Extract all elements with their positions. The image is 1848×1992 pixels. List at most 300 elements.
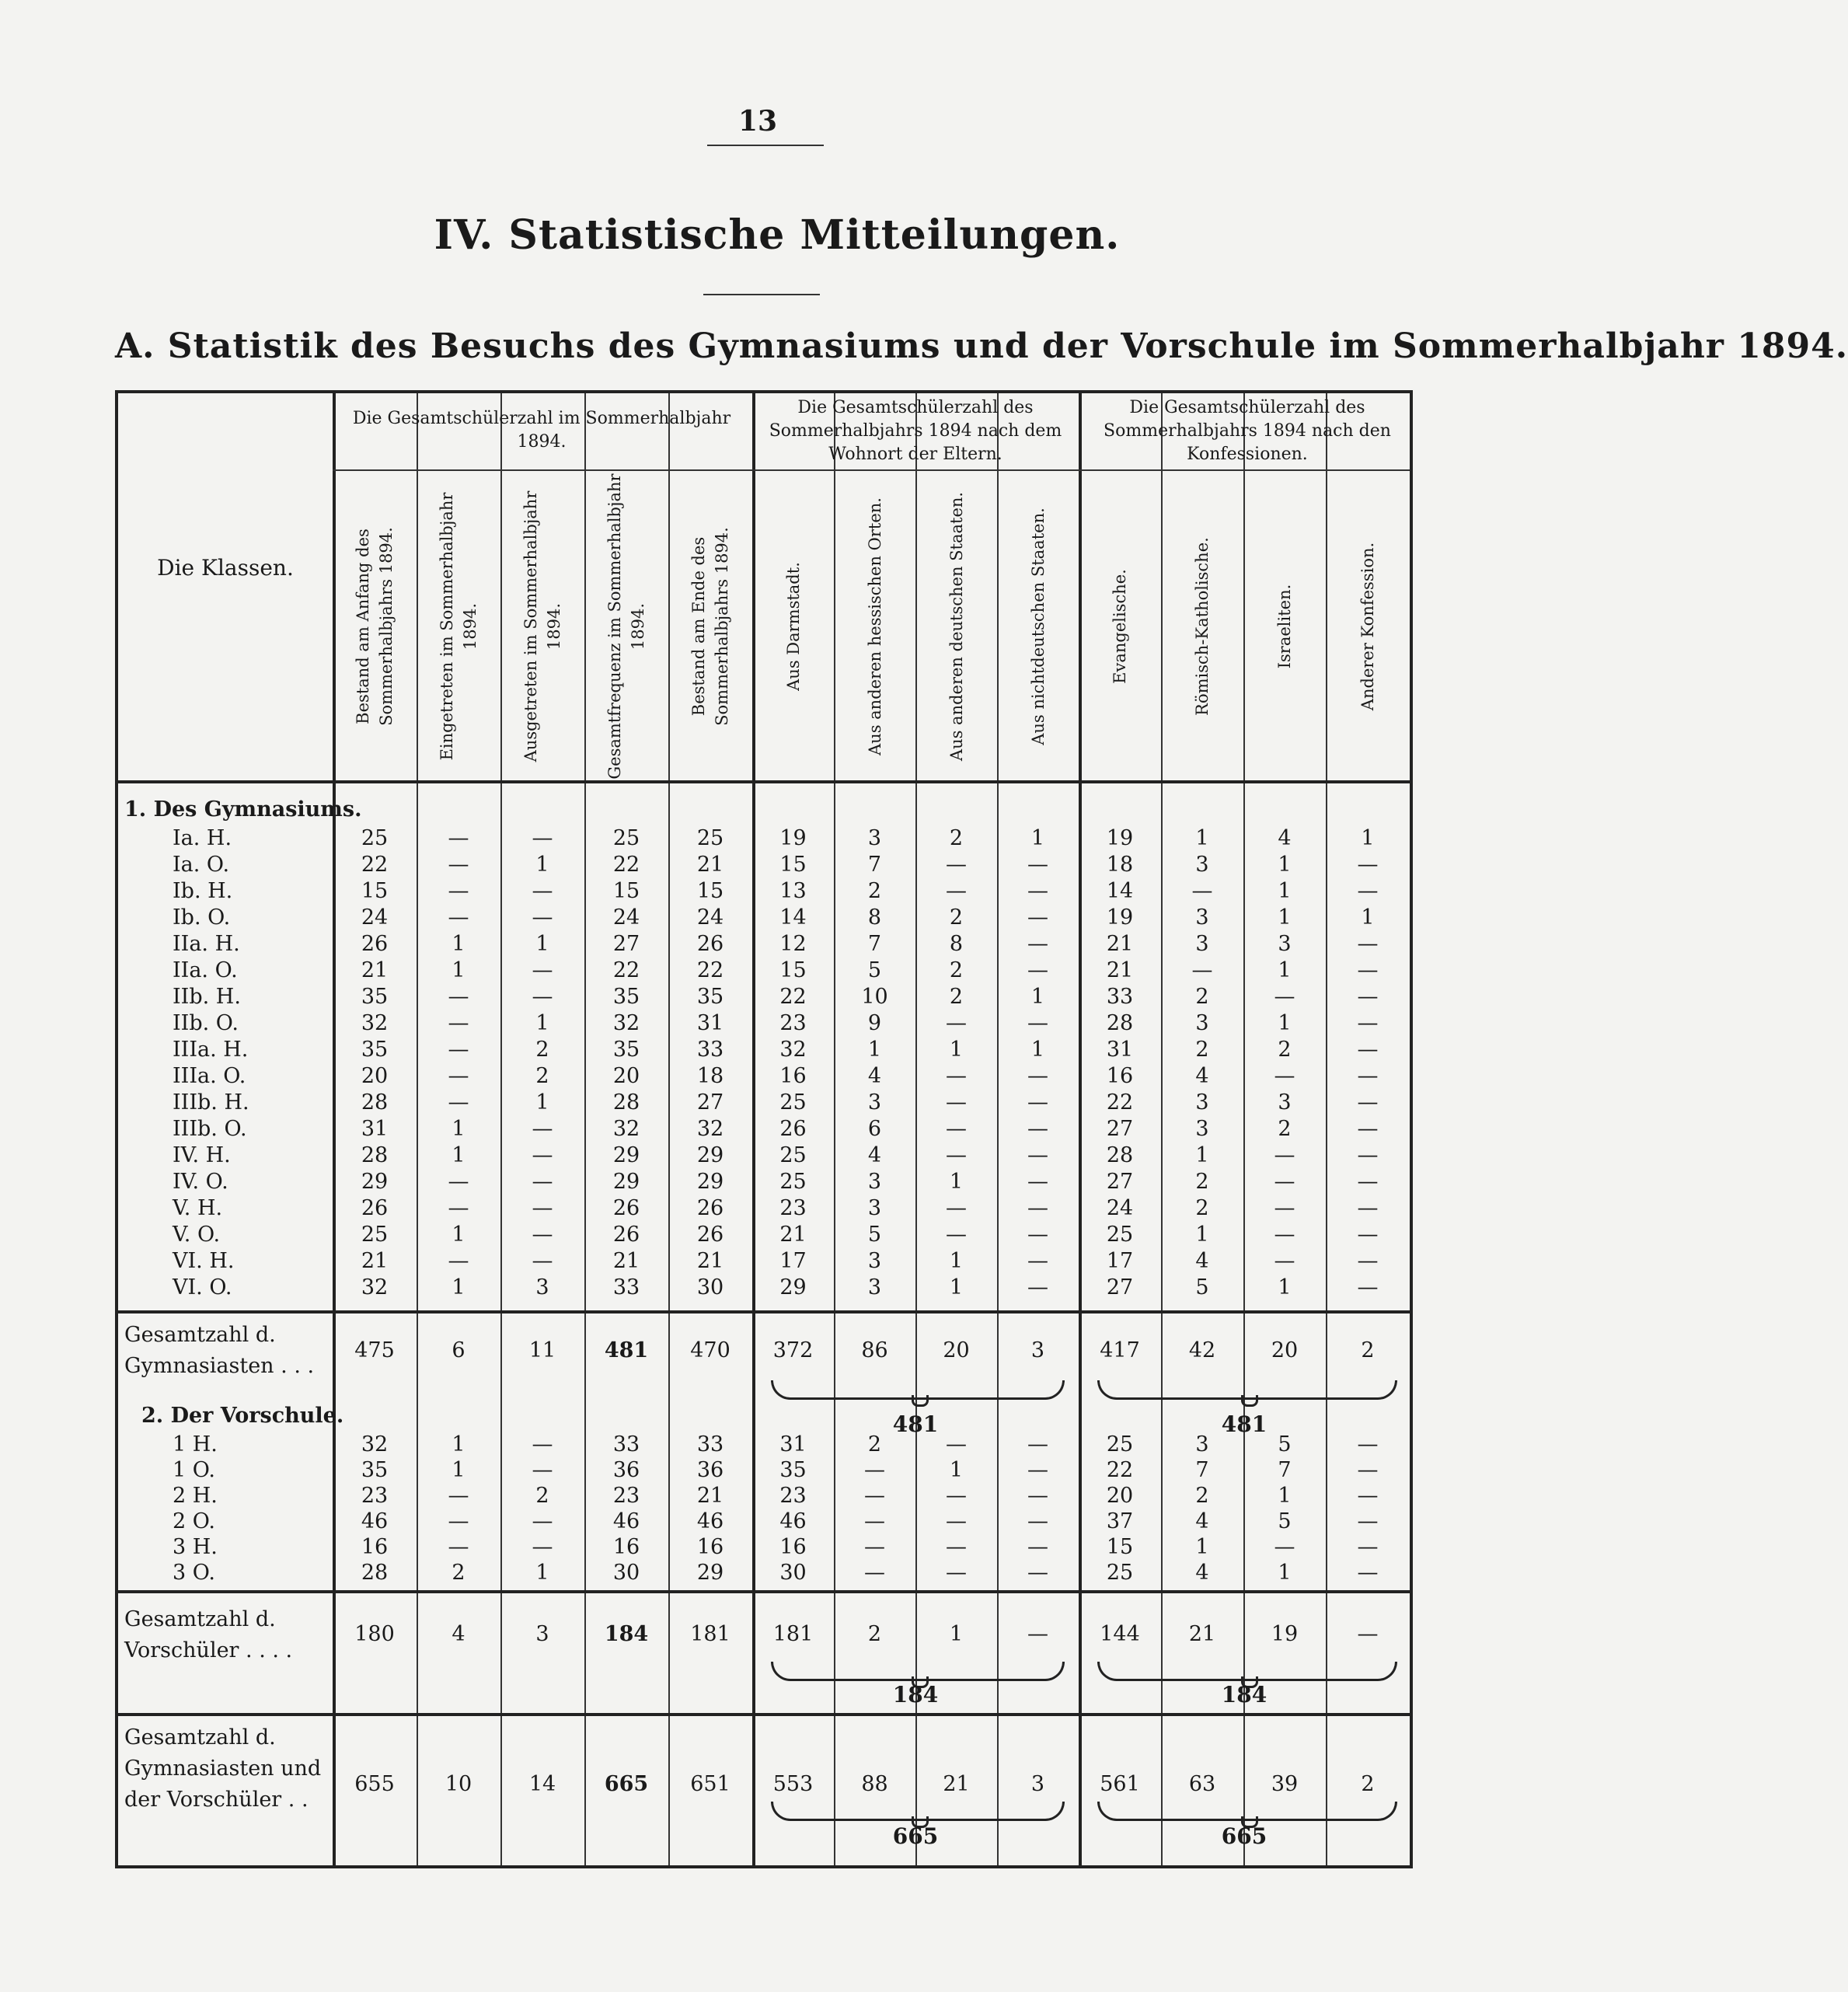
table-cell: — xyxy=(448,1484,469,1508)
table-cell: 22 xyxy=(779,985,807,1009)
table-cell: — xyxy=(448,1064,469,1088)
table-cell: 29 xyxy=(696,1170,724,1194)
table-cell: 4 xyxy=(867,1143,882,1167)
table-cell: — xyxy=(1357,985,1379,1009)
class-label: IIb. H. xyxy=(173,985,241,1009)
table-cell: — xyxy=(448,1196,469,1220)
residence-brace xyxy=(771,1380,1065,1400)
table-cell: — xyxy=(1274,1170,1295,1194)
table-cell: 8 xyxy=(867,905,882,930)
table-cell: 21 xyxy=(696,1249,724,1273)
table-cell: 21 xyxy=(612,1249,640,1273)
table-cell: — xyxy=(1027,1143,1048,1167)
table-cell: 37 xyxy=(1106,1509,1134,1533)
table-cell: 1 xyxy=(535,932,549,956)
table-cell: 8 xyxy=(949,932,964,956)
table-row xyxy=(118,1560,1410,1586)
table-row xyxy=(118,1457,1410,1483)
table-cell: 25 xyxy=(361,1223,389,1247)
col-header: Bestand am Ende des Sommerhalbjahrs 1894. xyxy=(689,527,731,726)
vor-total-label: Gesamtzahl d. Vorschüler . . . . xyxy=(124,1607,293,1662)
table-cell: — xyxy=(532,826,553,850)
table-cell: — xyxy=(532,1458,553,1482)
table-cell: 9 xyxy=(867,1011,882,1035)
table-cell: 14 xyxy=(1106,879,1134,903)
table-cell: 3 xyxy=(1278,1090,1292,1115)
section-gymnasium-title: 1. Des Gymnasiums. xyxy=(124,797,362,822)
page-number-rule xyxy=(707,145,824,146)
table-cell: — xyxy=(448,1535,469,1559)
total-cell: 181 xyxy=(772,1622,814,1646)
table-cell: 27 xyxy=(1106,1275,1134,1300)
table-cell: — xyxy=(864,1458,885,1482)
table-cell: 2 xyxy=(949,826,964,850)
total-cell: 86 xyxy=(861,1338,888,1362)
table-cell: 7 xyxy=(867,853,882,877)
table-cell: 22 xyxy=(696,958,724,982)
table-cell: 1 xyxy=(949,1275,964,1300)
table-cell: — xyxy=(1274,1196,1295,1220)
table-cell: 1 xyxy=(535,853,549,877)
table-cell: — xyxy=(1027,1484,1048,1508)
table-cell: — xyxy=(1027,1275,1048,1300)
table-cell: 15 xyxy=(696,879,724,903)
table-cell: 2 xyxy=(1195,985,1209,1009)
table-cell: 5 xyxy=(867,958,882,982)
table-cell: — xyxy=(1027,1458,1048,1482)
table-cell: 1 xyxy=(1195,826,1209,850)
table-cell: 18 xyxy=(1106,853,1134,877)
table-cell: 46 xyxy=(779,1509,807,1533)
table-cell: 27 xyxy=(1106,1170,1134,1194)
table-cell: — xyxy=(946,1223,967,1247)
table-cell: 21 xyxy=(696,853,724,877)
class-label: Ia. H. xyxy=(173,826,232,850)
table-cell: 1 xyxy=(535,1561,549,1585)
table-cell: 1 xyxy=(1278,853,1292,877)
total-cell: 553 xyxy=(772,1772,814,1796)
table-cell: — xyxy=(1027,905,1048,930)
table-cell: — xyxy=(532,905,553,930)
total-cell: 11 xyxy=(528,1338,556,1362)
total-cell: 561 xyxy=(1100,1772,1140,1796)
table-cell: 3 xyxy=(1195,1011,1209,1035)
total-cell: 144 xyxy=(1100,1622,1140,1646)
total-cell: 63 xyxy=(1188,1772,1216,1796)
total-cell: — xyxy=(1027,1622,1048,1646)
table-cell: — xyxy=(1274,1535,1295,1559)
class-label: 2 H. xyxy=(173,1484,218,1508)
table-cell: 1 xyxy=(949,1170,964,1194)
class-label: 1 O. xyxy=(173,1458,215,1482)
vor-confession-total: 184 xyxy=(1221,1682,1267,1708)
table-cell: 5 xyxy=(1278,1432,1292,1456)
class-label: IIIb. O. xyxy=(173,1117,247,1141)
table-cell: — xyxy=(1027,1117,1048,1141)
table-cell: 1 xyxy=(1278,879,1292,903)
table-cell: 3 xyxy=(1195,1117,1209,1141)
table-cell: 27 xyxy=(612,932,640,956)
table-cell: 1 xyxy=(452,1223,465,1247)
table-cell: 15 xyxy=(361,879,389,903)
table-cell: — xyxy=(1027,1432,1048,1456)
table-cell: — xyxy=(1027,1170,1048,1194)
table-cell: 28 xyxy=(361,1090,389,1115)
table-cell: 1 xyxy=(452,1117,465,1141)
table-cell: 1 xyxy=(1361,826,1375,850)
class-label: 1 H. xyxy=(173,1432,218,1456)
table-cell: — xyxy=(1357,1090,1379,1115)
table-cell: 12 xyxy=(779,932,807,956)
table-cell: 1 xyxy=(535,1090,549,1115)
table-cell: 16 xyxy=(779,1535,807,1559)
table-cell: 32 xyxy=(361,1011,389,1035)
table-cell: 23 xyxy=(361,1484,389,1508)
table-cell: 23 xyxy=(612,1484,640,1508)
table-cell: — xyxy=(1191,958,1213,982)
table-cell: 2 xyxy=(535,1038,549,1062)
table-cell: — xyxy=(1027,1011,1048,1035)
table-cell: 2 xyxy=(535,1064,549,1088)
table-cell: 28 xyxy=(612,1090,640,1115)
section-title: IV. Statistische Mitteilungen. xyxy=(434,211,1121,259)
section-vorschule-title: 2. Der Vorschule. xyxy=(141,1404,344,1428)
class-label: VI. H. xyxy=(173,1249,235,1273)
table-row xyxy=(118,1116,1410,1142)
table-cell: 21 xyxy=(1106,932,1134,956)
table-cell: 28 xyxy=(1106,1143,1134,1167)
class-label: 2 O. xyxy=(173,1509,215,1533)
table-row xyxy=(118,1534,1410,1560)
table-cell: — xyxy=(532,1432,553,1456)
table-cell: 7 xyxy=(1195,1458,1209,1482)
table-cell: 30 xyxy=(779,1561,807,1585)
table-row xyxy=(118,958,1410,983)
table-row xyxy=(118,931,1410,957)
table-cell: — xyxy=(946,1484,967,1508)
table-cell: 17 xyxy=(779,1249,807,1273)
table-row xyxy=(118,1509,1410,1534)
total-cell: 481 xyxy=(604,1338,649,1362)
total-cell: 19 xyxy=(1271,1622,1299,1646)
table-row xyxy=(118,1037,1410,1062)
class-label: IIa. H. xyxy=(173,932,240,956)
class-label: Ia. O. xyxy=(173,853,230,877)
group-header-frequency: Die Gesamtschülerzahl im Sommerhalbjahr 1894. xyxy=(352,409,731,452)
table-cell: 20 xyxy=(361,1064,389,1088)
table-cell: 14 xyxy=(779,905,807,930)
class-label: IIIa. H. xyxy=(173,1038,249,1062)
total-row xyxy=(118,1338,1410,1363)
statistics-table xyxy=(115,390,1413,1868)
total-cell: 665 xyxy=(604,1772,649,1796)
table-cell: — xyxy=(1357,1196,1379,1220)
table-cell: 25 xyxy=(779,1090,807,1115)
table-cell: 10 xyxy=(861,985,888,1009)
table-cell: 35 xyxy=(361,1458,389,1482)
table-cell: — xyxy=(946,1117,967,1141)
table-cell: 29 xyxy=(612,1143,640,1167)
total-cell: 2 xyxy=(867,1622,882,1646)
table-cell: 4 xyxy=(1278,826,1292,850)
all-total-rule xyxy=(118,1713,1410,1716)
table-cell: — xyxy=(864,1561,885,1585)
total-cell: 181 xyxy=(690,1622,730,1646)
table-cell: 22 xyxy=(361,853,389,877)
col-header: Anderer Konfession. xyxy=(1358,542,1377,711)
total-cell: 180 xyxy=(354,1622,395,1646)
table-cell: 27 xyxy=(696,1090,724,1115)
table-cell: — xyxy=(1357,1249,1379,1273)
table-cell: — xyxy=(1027,1561,1048,1585)
table-cell: 1 xyxy=(1278,958,1292,982)
table-cell: 23 xyxy=(779,1196,807,1220)
table-row xyxy=(118,1195,1410,1221)
table-row xyxy=(118,1090,1410,1115)
table-cell: 7 xyxy=(1278,1458,1292,1482)
total-cell: 42 xyxy=(1188,1338,1216,1362)
table-cell: — xyxy=(532,985,553,1009)
table-cell: — xyxy=(1274,1249,1295,1273)
table-cell: 28 xyxy=(361,1143,389,1167)
page-number: 13 xyxy=(737,105,778,138)
table-cell: 35 xyxy=(779,1458,807,1482)
table-cell: 5 xyxy=(1278,1509,1292,1533)
col-header: Israeliten. xyxy=(1275,584,1294,669)
table-cell: — xyxy=(448,853,469,877)
total-cell: 417 xyxy=(1100,1338,1140,1362)
vor-total-rule xyxy=(118,1590,1410,1593)
table-cell: 35 xyxy=(612,1038,640,1062)
table-cell: 25 xyxy=(779,1170,807,1194)
table-cell: 1 xyxy=(1195,1143,1209,1167)
table-cell: 31 xyxy=(779,1432,807,1456)
table-cell: 15 xyxy=(1106,1535,1134,1559)
table-row xyxy=(118,1275,1410,1300)
table-cell: — xyxy=(448,1038,469,1062)
total-cell: 39 xyxy=(1271,1772,1299,1796)
table-cell: 29 xyxy=(779,1275,807,1300)
table-cell: 26 xyxy=(361,1196,389,1220)
table-cell: — xyxy=(946,1196,967,1220)
class-label: IIIa. O. xyxy=(173,1064,246,1088)
group-header-confession: Die Gesamtschülerzahl des Sommerhalbjahrs 1894 nach den Konfessionen. xyxy=(1104,398,1391,464)
table-cell: 4 xyxy=(1195,1064,1209,1088)
table-cell: 24 xyxy=(612,905,640,930)
table-cell: 36 xyxy=(696,1458,724,1482)
table-cell: 33 xyxy=(696,1038,724,1062)
table-cell: 31 xyxy=(696,1011,724,1035)
table-cell: 21 xyxy=(779,1223,807,1247)
table-cell: 1 xyxy=(1030,826,1045,850)
table-cell: 22 xyxy=(1106,1458,1134,1482)
table-cell: — xyxy=(1357,1064,1379,1088)
total-cell: 372 xyxy=(772,1338,814,1362)
total-cell: — xyxy=(1357,1622,1379,1646)
table-cell: — xyxy=(1027,1064,1048,1088)
total-cell: 651 xyxy=(690,1772,730,1796)
table-cell: 15 xyxy=(612,879,640,903)
table-cell: 26 xyxy=(361,932,389,956)
table-cell: 3 xyxy=(1195,932,1209,956)
table-cell: 2 xyxy=(949,958,964,982)
table-cell: 1 xyxy=(1195,1535,1209,1559)
table-cell: — xyxy=(532,1143,553,1167)
col-header: Aus anderen deutschen Staaten. xyxy=(947,491,966,762)
table-cell: — xyxy=(1357,879,1379,903)
class-label: IIa. O. xyxy=(173,958,238,982)
table-cell: — xyxy=(946,1064,967,1088)
table-cell: 16 xyxy=(612,1535,640,1559)
table-cell: 36 xyxy=(612,1458,640,1482)
table-cell: — xyxy=(448,985,469,1009)
table-row xyxy=(118,1010,1410,1036)
table-cell: 2 xyxy=(867,1432,882,1456)
class-label: Ib. H. xyxy=(173,879,233,903)
table-cell: 20 xyxy=(1106,1484,1134,1508)
total-cell: 3 xyxy=(1030,1338,1045,1362)
gym-confession-total: 481 xyxy=(1221,1411,1267,1437)
table-cell: 3 xyxy=(867,1170,882,1194)
table-row xyxy=(118,984,1410,1010)
total-cell: 20 xyxy=(1271,1338,1299,1362)
table-cell: — xyxy=(946,1432,967,1456)
table-cell: — xyxy=(1357,1038,1379,1062)
table-cell: 25 xyxy=(696,826,724,850)
table-cell: 1 xyxy=(1278,1561,1292,1585)
table-cell: 2 xyxy=(452,1561,465,1585)
total-cell: 20 xyxy=(943,1338,970,1362)
table-cell: 3 xyxy=(1195,1432,1209,1456)
table-cell: 1 xyxy=(1030,985,1045,1009)
table-cell: — xyxy=(532,1223,553,1247)
table-cell: — xyxy=(1357,1143,1379,1167)
table-row xyxy=(118,852,1410,877)
table-cell: — xyxy=(946,1143,967,1167)
residence-brace xyxy=(771,1662,1065,1681)
table-cell: — xyxy=(1357,1561,1379,1585)
table-cell: 25 xyxy=(779,1143,807,1167)
table-row xyxy=(118,1063,1410,1089)
table-cell: — xyxy=(946,1090,967,1115)
table-cell: 16 xyxy=(779,1064,807,1088)
table-cell: 3 xyxy=(1195,853,1209,877)
table-row xyxy=(118,905,1410,930)
table-cell: — xyxy=(448,905,469,930)
col-header: Aus Darmstadt. xyxy=(783,562,803,691)
table-cell: 1 xyxy=(1278,1275,1292,1300)
table-cell: 16 xyxy=(1106,1064,1134,1088)
table-cell: 3 xyxy=(867,1090,882,1115)
table-cell: — xyxy=(1357,1432,1379,1456)
col-header: Gesamtfrequenz im Sommerhalbjahr 1894. xyxy=(605,473,647,780)
table-cell: 32 xyxy=(361,1275,389,1300)
table-cell: — xyxy=(532,1249,553,1273)
class-label: IV. O. xyxy=(173,1170,228,1194)
table-cell: 1 xyxy=(949,1249,964,1273)
table-cell: 46 xyxy=(696,1509,724,1533)
gym-total-rule xyxy=(118,1310,1410,1313)
table-cell: 22 xyxy=(612,853,640,877)
table-row xyxy=(118,1222,1410,1247)
table-cell: 4 xyxy=(1195,1249,1209,1273)
table-cell: — xyxy=(946,853,967,877)
table-cell: 29 xyxy=(696,1143,724,1167)
col-header: Ausgetreten im Sommerhalbjahr 1894. xyxy=(521,490,563,762)
table-cell: 26 xyxy=(696,1196,724,1220)
table-cell: 30 xyxy=(696,1275,724,1300)
table-cell: — xyxy=(532,1170,553,1194)
table-cell: 3 xyxy=(535,1275,549,1300)
table-cell: 1 xyxy=(949,1458,964,1482)
total-cell: 2 xyxy=(1361,1772,1375,1796)
table-cell: 1 xyxy=(452,1275,465,1300)
all-confession-total: 665 xyxy=(1221,1823,1267,1849)
table-cell: 29 xyxy=(696,1561,724,1585)
class-label: Ib. O. xyxy=(173,905,231,930)
table-cell: 19 xyxy=(1106,826,1134,850)
table-cell: 2 xyxy=(949,905,964,930)
table-cell: 21 xyxy=(696,1484,724,1508)
total-cell: 655 xyxy=(354,1772,395,1796)
table-cell: 2 xyxy=(1278,1117,1292,1141)
table-cell: 3 xyxy=(1195,1090,1209,1115)
total-cell: 88 xyxy=(861,1772,888,1796)
table-cell: 3 xyxy=(867,826,882,850)
table-cell: 24 xyxy=(361,905,389,930)
gym-residence-total: 481 xyxy=(892,1411,939,1437)
table-cell: 1 xyxy=(452,1432,465,1456)
table-cell: — xyxy=(1027,932,1048,956)
col-header: Bestand am Anfang des Sommerhalbjahrs 1894. xyxy=(354,527,396,726)
table-cell: — xyxy=(1357,1223,1379,1247)
table-cell: 7 xyxy=(867,932,882,956)
class-label: IV. H. xyxy=(173,1143,231,1167)
table-cell: 16 xyxy=(696,1535,724,1559)
total-cell: 21 xyxy=(1188,1622,1216,1646)
total-cell: 2 xyxy=(1361,1338,1375,1362)
table-row xyxy=(118,1248,1410,1274)
table-cell: 46 xyxy=(612,1509,640,1533)
table-cell: 15 xyxy=(779,958,807,982)
total-row xyxy=(118,1621,1410,1647)
table-row xyxy=(118,1169,1410,1195)
table-row xyxy=(118,1483,1410,1509)
table-cell: 4 xyxy=(1195,1509,1209,1533)
table-cell: — xyxy=(1191,879,1213,903)
table-cell: — xyxy=(946,879,967,903)
table-cell: 26 xyxy=(696,932,724,956)
table-cell: — xyxy=(1027,879,1048,903)
class-label: 3 H. xyxy=(173,1535,218,1559)
total-cell: 470 xyxy=(690,1338,730,1362)
table-cell: — xyxy=(1027,1223,1048,1247)
table-cell: 25 xyxy=(361,826,389,850)
table-cell: 19 xyxy=(1106,905,1134,930)
table-cell: 32 xyxy=(612,1117,640,1141)
table-cell: — xyxy=(1357,1458,1379,1482)
total-cell: 3 xyxy=(1030,1772,1045,1796)
table-cell: — xyxy=(1027,1090,1048,1115)
table-cell: — xyxy=(946,1535,967,1559)
table-cell: — xyxy=(1027,853,1048,877)
table-cell: 1 xyxy=(535,1011,549,1035)
table-cell: 26 xyxy=(696,1223,724,1247)
table-cell: — xyxy=(448,826,469,850)
table-cell: 35 xyxy=(612,985,640,1009)
table-cell: 1 xyxy=(452,1143,465,1167)
table-row xyxy=(118,878,1410,904)
